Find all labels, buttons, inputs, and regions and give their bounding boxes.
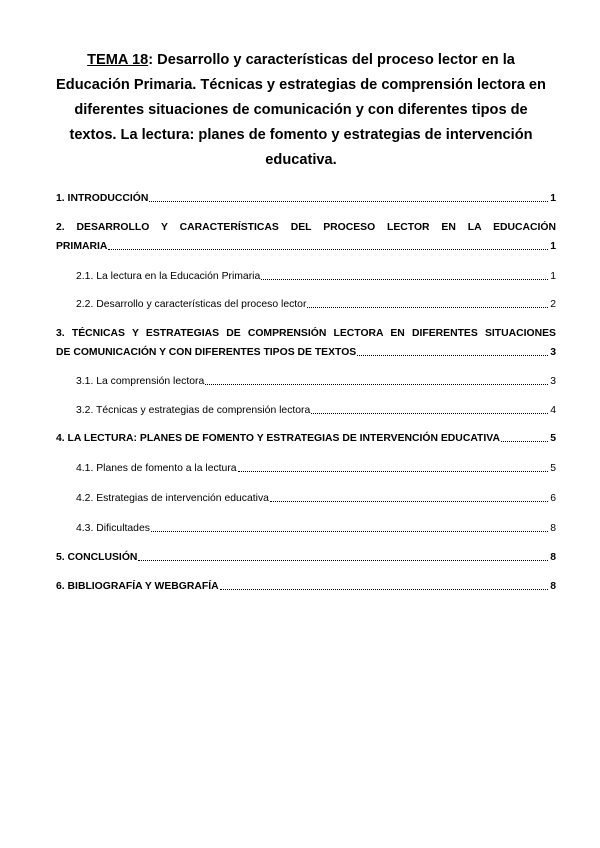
toc-entry-text: 4. LA LECTURA: PLANES DE FOMENTO Y ESTRATEGIAS DE INTERVENCIÓN EDUCATIVA (56, 433, 500, 444)
toc-entry-lectura[interactable] (56, 432, 556, 445)
toc-entry-text: 1. INTRODUCCIÓN (56, 193, 149, 204)
dot-leader (205, 383, 548, 385)
toc-entry-3-1[interactable] (76, 375, 556, 388)
toc-entry-text: 4.2. Estrategias de intervención educativa (76, 493, 269, 504)
dot-leader (261, 278, 548, 280)
toc-entry-text: 2.2. Desarrollo y características del proceso lector (76, 299, 307, 310)
toc-page-number: 1 (550, 241, 556, 252)
toc-entry-4-2[interactable] (76, 492, 556, 505)
toc-entry-2-2[interactable] (76, 298, 556, 311)
toc-entry-text-line2: PRIMARIA (56, 241, 108, 252)
toc-page-number: 5 (550, 463, 556, 474)
dot-leader (108, 248, 548, 250)
toc-entry-text: 6. BIBLIOGRAFÍA Y WEBGRAFÍA (56, 581, 219, 592)
toc-entry-introduccion[interactable] (56, 192, 556, 205)
toc-page-number: 3 (550, 347, 556, 358)
toc-page-number: 5 (550, 433, 556, 444)
toc-page-number: 2 (550, 299, 556, 310)
toc-entry-bibliografia[interactable] (56, 580, 556, 593)
dot-leader (501, 440, 548, 442)
toc-entry-text-line1: 3. TÉCNICAS Y ESTRATEGIAS DE COMPRENSIÓN LECTORA EN DIFERENTES SITUACIONES (56, 328, 556, 339)
dot-leader (307, 306, 548, 308)
toc-entry-desarrollo[interactable] (56, 221, 556, 253)
dot-leader (138, 559, 548, 561)
toc-entry-text: 4.1. Planes de fomento a la lectura (76, 463, 237, 474)
toc-entry-text: 4.3. Dificultades (76, 523, 150, 534)
document-title (56, 48, 546, 173)
toc-page-number: 6 (550, 493, 556, 504)
toc-page-number: 8 (550, 552, 556, 563)
title-label: TEMA 18 (87, 52, 149, 68)
toc-entry-text-line1: 2. DESARROLLO Y CARACTERÍSTICAS DEL PROCESO LECTOR EN LA EDUCACIÓN (56, 222, 556, 233)
dot-leader (311, 412, 548, 414)
toc-entry-3-2[interactable] (76, 404, 556, 417)
toc-page-number: 3 (550, 376, 556, 387)
toc-entry-text: 5. CONCLUSIÓN (56, 552, 138, 563)
dot-leader (357, 354, 548, 356)
toc-page-number: 8 (550, 581, 556, 592)
toc-entry-text-line2: DE COMUNICACIÓN Y CON DIFERENTES TIPOS DE TEXTOS (56, 347, 357, 358)
dot-leader (149, 200, 548, 202)
toc-entry-conclusion[interactable] (56, 551, 556, 564)
dot-leader (238, 470, 549, 472)
toc-entry-tecnicas[interactable] (56, 327, 556, 359)
toc-entry-text: 3.2. Técnicas y estrategias de comprensión lectora (76, 405, 311, 416)
toc-entry-4-3[interactable] (76, 522, 556, 535)
dot-leader (151, 530, 548, 532)
toc-page-number: 8 (550, 523, 556, 534)
toc-entry-2-1[interactable] (76, 270, 556, 283)
toc-entry-text: 2.1. La lectura en la Educación Primaria (76, 271, 261, 282)
toc-entry-text: 3.1. La comprensión lectora (76, 376, 205, 387)
dot-leader (220, 588, 549, 590)
toc-page-number: 1 (550, 271, 556, 282)
dot-leader (270, 500, 548, 502)
title-separator: : (148, 52, 154, 68)
toc-page-number: 1 (550, 193, 556, 204)
toc-page-number: 4 (550, 405, 556, 416)
toc-entry-4-1[interactable] (76, 462, 556, 475)
title-text: Desarrollo y características del proceso lector en la Educación Primaria. Técnicas y estrategias de comprensión lectora en diferentes situaciones de comunicación y con diferentes tipos de textos. La lectura: planes de fomento y estrategias de intervención educativa. (56, 52, 546, 168)
